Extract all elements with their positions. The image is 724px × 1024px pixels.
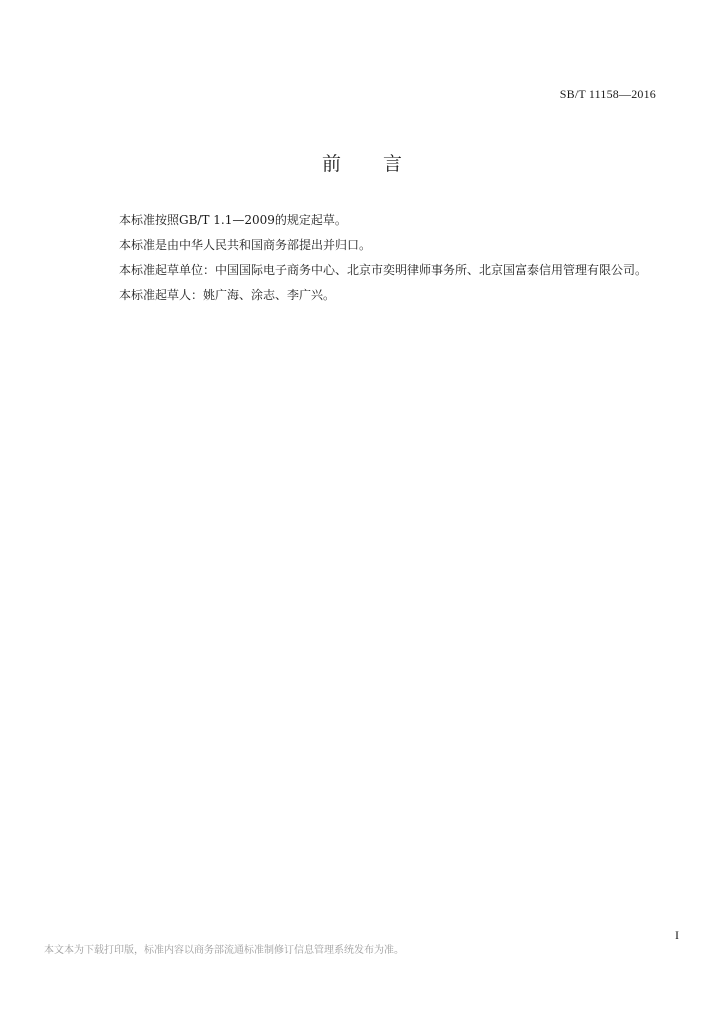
standard-number: SB/T 11158—2016 xyxy=(559,87,656,101)
paragraph-drafters: 本标准起草人：姚广海、涂志、李广兴。 xyxy=(119,288,336,302)
page-title: 前言 xyxy=(321,153,444,175)
page-number: I xyxy=(675,928,679,942)
foreword-body xyxy=(119,208,699,308)
paragraph-proposer: 本标准是由中华人民共和国商务部提出并归口。 xyxy=(119,238,372,252)
paragraph-drafting-units: 本标准起草单位：中国国际电子商务中心、北京市奕明律师事务所、北京国富泰信用管理有限公司。 xyxy=(119,263,648,277)
footer-note: 本文本为下载打印版，标准内容以商务部流通标准制修订信息管理系统发布为准。 xyxy=(44,945,404,956)
paragraph-drafting-rule: 本标准按照GB/T 1.1—2009的规定起草。 xyxy=(119,213,347,227)
